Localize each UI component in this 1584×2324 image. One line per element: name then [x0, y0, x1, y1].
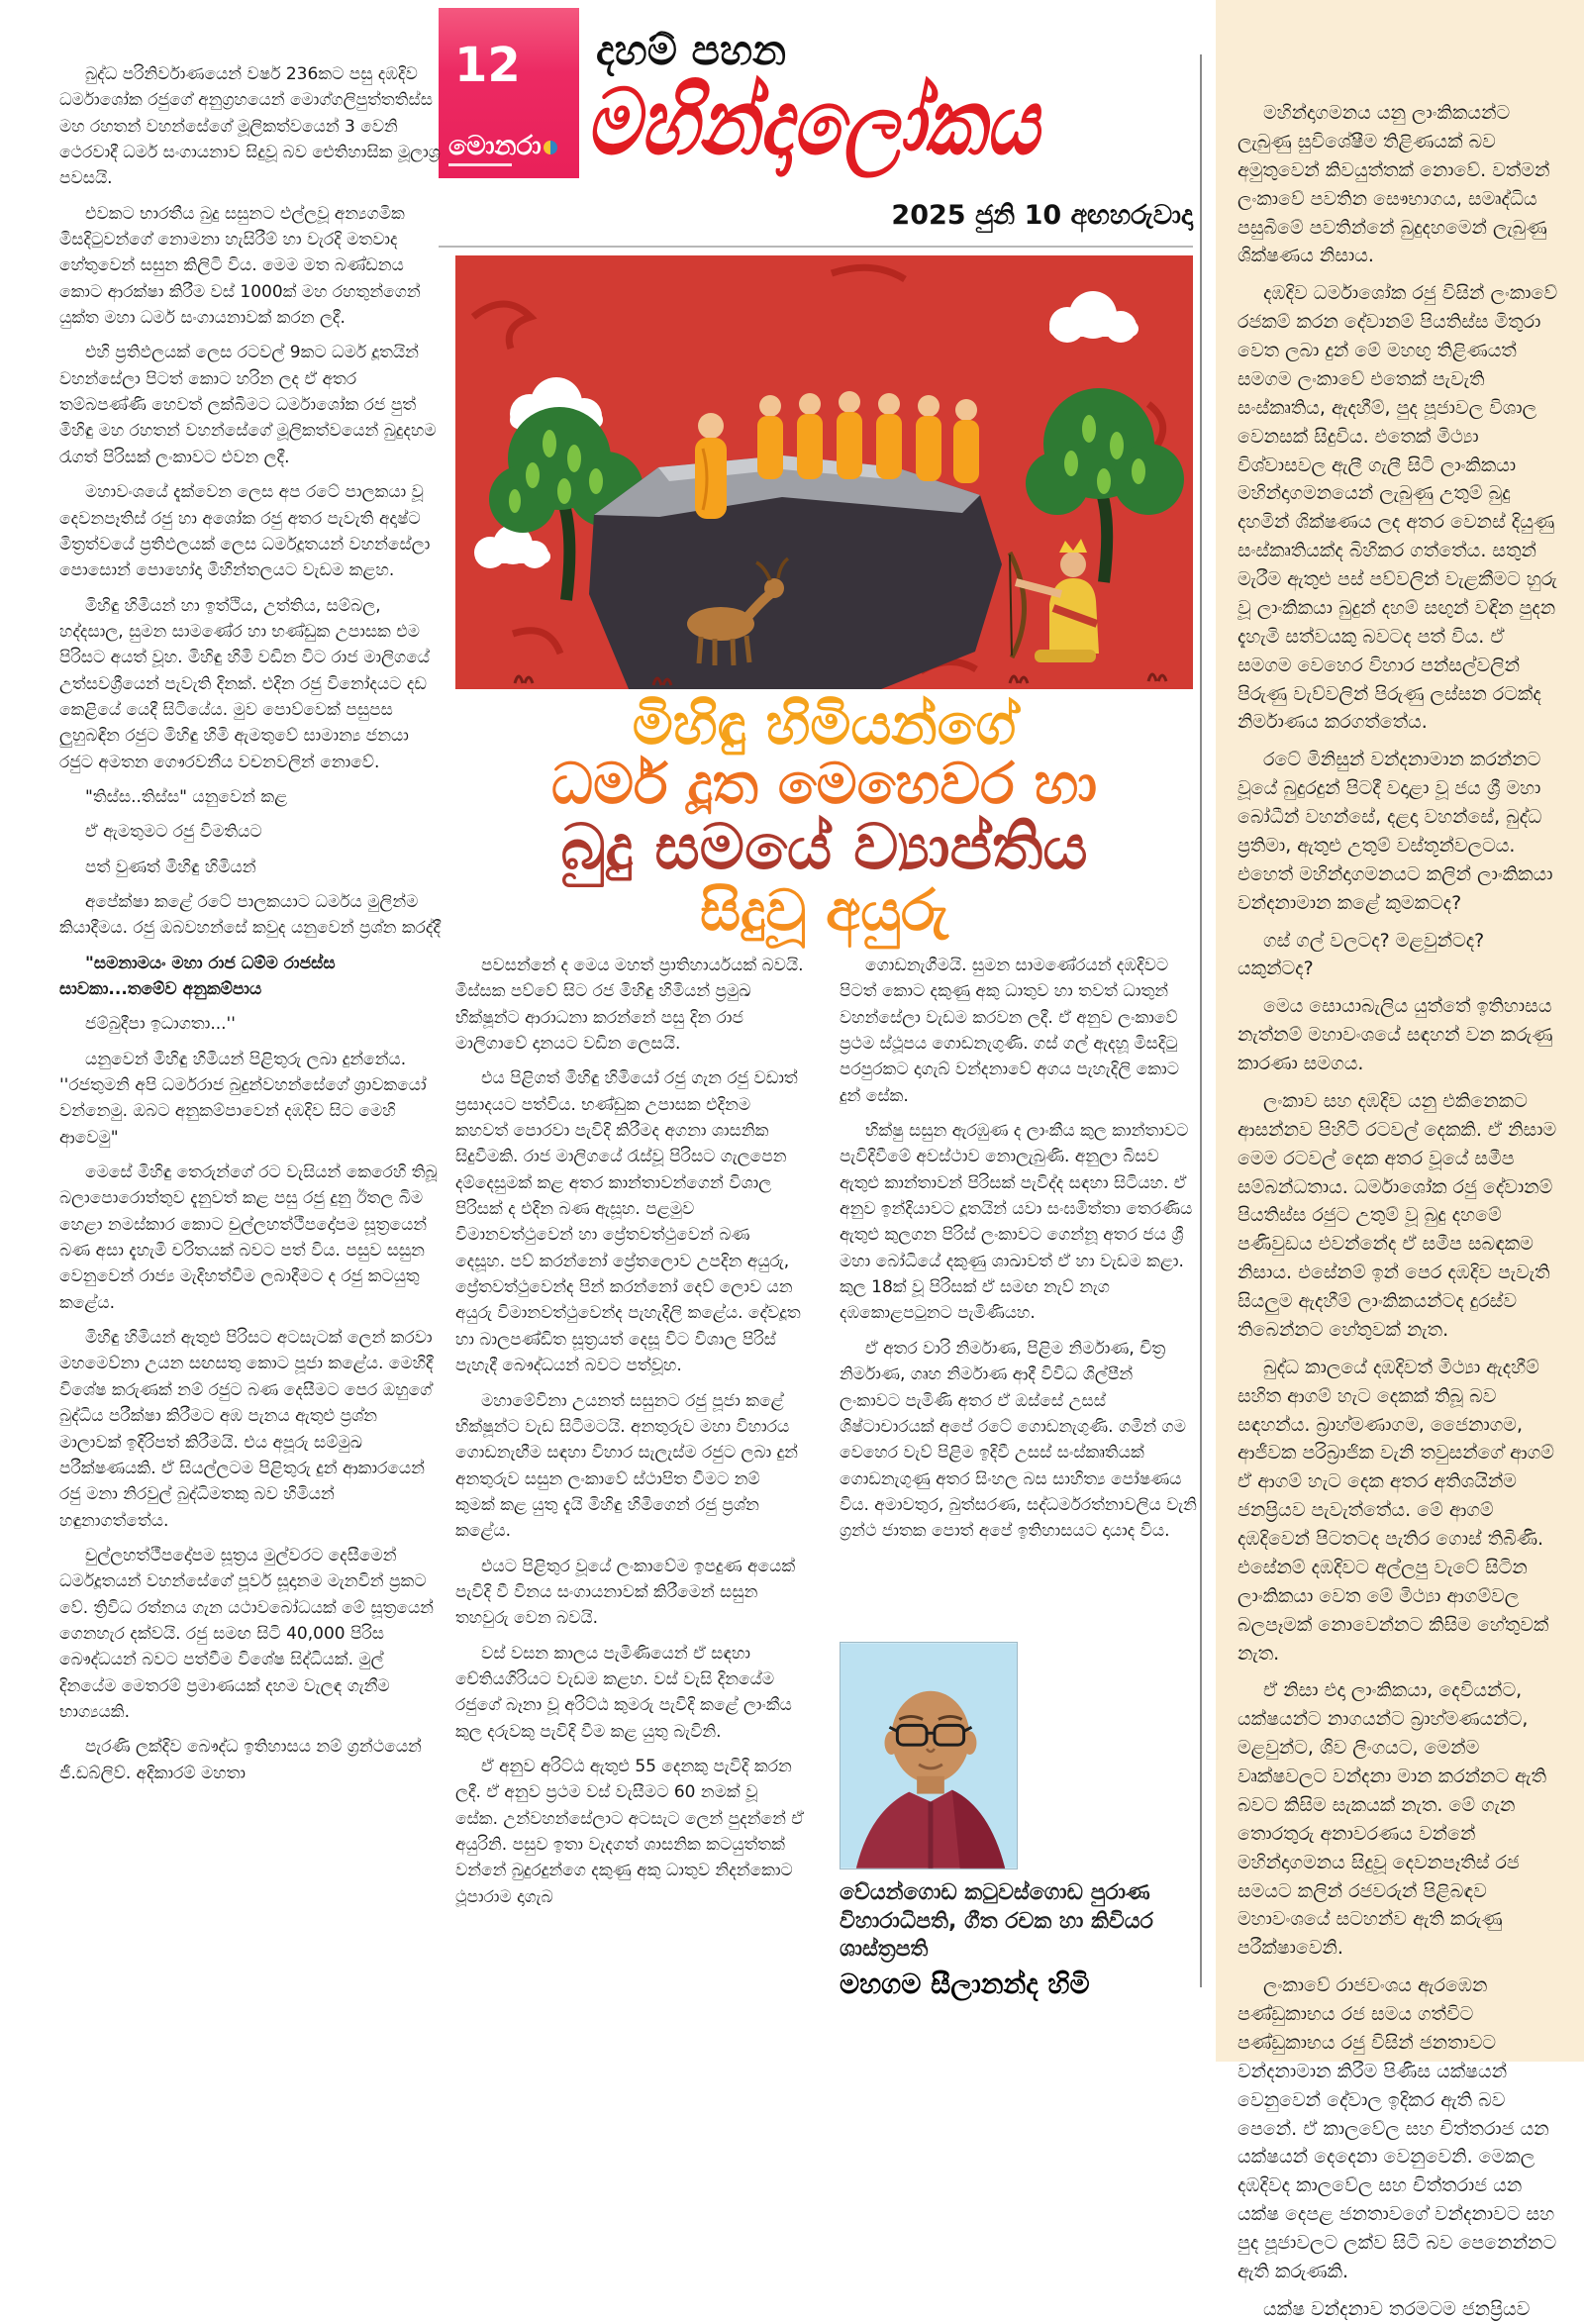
paragraph: පැරණි ලක්දිව බෞද්ධ ඉතිහාසය නම් ග්‍රන්ථයෙන් ජී.ඩබ්ලිව්. අදිකාරම් මහතා: [59, 1737, 422, 1783]
paragraph: එය පිළිගත් මිහිඳු හිමියෝ රජු ගැන රජු වඩාත් ප්‍රසාදයට පත්විය. භණ්ඩුක උපාසක එදිනම කහවත් පොරවා පැවිදි කිරීමද අගනා ශාසනික සිදුවීමකි. රාජ මාලිගයේ රැස්වූ පිරිසට ගැලපෙන දම්දෙසුමක් කළ අතර කාන්තාවන්ගෙන් විශාල පිරිසක් ද එදින බණ ඇසූහ. පළමුව විමානවත්ථුවෙන් හා ප්‍රේතවත්ථුවෙන් බණ දෙසූහ. පව් කරන්නෝ ප්‍රේතලොව උපදින අයුරු, ප්‍රේතවත්ථුවෙන්ද පින් කරන්නෝ දෙව් ලොව යන අයුරු විමානවත්ථුවෙන්ද පැහැදිලි කළේය. දේවදූත හා බාලපණ්ඩිත සූත්‍රයත් දෙසූ විට විශාල පිරිස් පැහැදී බෞද්ධයන් බවට පත්වූහ.: [455, 1068, 801, 1376]
header-rule: [439, 246, 1193, 248]
monk-icon: [876, 393, 902, 479]
paragraph: රටේ මිනිසුන් වන්දනාමාන කරන්නට වූයේ බුදුරදුන් පිටදී වදාළා වූ ජය ශ්‍රී මහා බෝධීන් වහන්සේ, දළදා වහන්සේ, බුද්ධ ප්‍රතිමා, ඇතුළු උතුම් වස්තූන්වලටය. එහෙත් මහින්දාගමනයට කලින් ලාංකිකයා වන්දනාමාන කළේ කුමකටද?: [1238, 749, 1553, 914]
paragraph: බුද්ධ පරිනිර්වාණයෙන් වර්ෂ 236කට පසු දඹදිව ධර්මාශෝක රජුගේ අනුග්‍රහයෙන් මොග්ගලිපුත්තතිස්ස මහ රහතන් වහන්සේගේ මූලිකත්වයෙන් 3 වෙනි ථෙරවාදී ධර්ම සංගායනාව සිදුවූ බව ඓතිහාසික මූලාශ්‍ර පවසයි.: [59, 64, 441, 189]
page-number: 12: [454, 38, 521, 93]
peacock-icon: [544, 141, 557, 154]
paragraph: ඒ නිසා එදා ලාංකිකයා, දෙවියන්ට, යක්ෂයන්ට නාගයන්ට බ්‍රාහ්මණයන්ට, මළවුන්ට, ශිව ලිංගයට, මෙන්ම වෘක්ෂවලට වන්දනා මාන කරන්නට ඇති බවට කිසිම සැකයක් නැත. මේ ගැන තොරතුරු අනාවරණය වන්නේ මහින්දාගමනය සිදුවූ දෙවනපෑතිස් රජ සමයට කලින් රජවරුන් පිළිබඳව මහාවංශයේ සටහන්ව ඇති කරුණු පරීක්ෂාවෙනි.: [1238, 1679, 1547, 1960]
middle-column-2: [840, 953, 1198, 1644]
headline-line: මිහිඳු හිමියන්ගේ: [632, 692, 1017, 758]
paragraph: මෙය සොයාබැලිය යුත්තේ ඉතිහාසය නැත්නම් මහාවංශයේ සඳහන් වන කරුණු කාරණා සමගය.: [1238, 995, 1553, 1074]
caption-text: වේයන්ගොඩ කටුවස්ගොඩ පුරාණ විහාරාධිපති, ගීත රචක හා කිවියර ශාස්ත්‍රපති: [840, 1880, 1153, 1963]
left-column: [59, 61, 442, 2017]
headline-line: බුදු සමයේ ව්‍යාප්තිය: [560, 810, 1088, 883]
paragraph: ලංකාවේ රාජවංශය ඇරඹෙන පණ්ඩුකාභය රජ සමය ගත්විට පණ්ඩුකාභය රජු විසින් ජනතාවට වන්දනාමාන කිරීම පිණිස යක්ෂයන් වෙනුවෙන් දේවාල ඉදිකර ඇති බව පෙනේ. ඒ කාලවේල සහ චිත්තරාජ යන යක්ෂයන් දෙදෙනා වෙනුවෙනි. මෙකල දඹදිවද කාලවේල සහ චිත්තරාජ යන යක්ෂ දෙපළ ජනතාවගේ වන්දනාවට සහ පුද පූජාවලට ලක්ව සිටි බව පෙනෙන්නට ඇති කරුණකි.: [1238, 1974, 1557, 2282]
monk-icon: [837, 391, 862, 479]
monk-photo: [840, 1642, 1018, 1869]
middle-column-1: [455, 953, 804, 2052]
paragraph: මහින්දාගමනය යනු ලාංකිකයන්ට ලැබුණු සුවිශේෂීම තිළිණයක් බව අමුතුවෙන් කිවයුත්තක් නොවේ. වත්මන් ලංකාවේ පවතින සෞභාගය, සමෘද්ධිය පසුබිමේ පවතින්නේ බුදුදහමෙන් ලැබුණු ශික්ෂණය නිසාය.: [1238, 102, 1550, 267]
paragraph: ගොඩනැගීමයි. සුමන සාමණේරයන් දඹදිවට පිටත් කොට දකුණු අකු ධාතුව හා තවත් ධාතුන් වහන්සේලා වැඩම කරවන ලදී. ඒ අනුව ලංකාවේ ප්‍රථම ස්ථූපය ගොඩනැගුණි. ගස් ගල් ඇදහූ මිසදිටු පරපුරකට දාගැබ් වන්දනාවේ අගය පැහැදිලි කොට දුන් සේක.: [840, 956, 1179, 1106]
paragraph: මහාමේවිනා උයනත් සසුනට රජු පූජා කළේ භික්ෂූන්ට වැඩ සිටීමටයි. අනතුරුව මහා විහාරය ගොඩනැඟීම සඳහා විහාර සැලැස්ම රජුට ලබා දුන් අනතුරුව සසුන ලංකාවේ ස්ථාපිත වීමට නම් කුමක් කළ යුතු දැයි මිහිඳු හිමිගෙන් රජු ප්‍රශ්න කළේය.: [455, 1390, 798, 1542]
monk-icon: [757, 395, 783, 479]
paragraph: ලංකාව සහ දඹදිව යනු එකිනෙකට ආසන්නව පිහිටි රටවල් දෙකකි. ඒ නිසාම මෙම රටවල් දෙක අතර වූයේ සමීප සම්බන්ධතාය. ධර්මාශෝක රජු දේවානම් පියතිස්ස රජුට උතුම් වූ බුදු දහමේ පණිවුඩය එවන්නේද ඒ සමීප සබඳකම නිසාය. එසේනම් ඉන් පෙර දඹදිව පැවැති සියලුම ඇදහීම් ලාංකිකයන්ටද දුරස්ව තිබෙන්නට හේතුවක් නැත.: [1238, 1089, 1557, 1341]
paragraph: ඒ ඇමතුමට රජු විමතියට: [85, 822, 262, 843]
monara-logo: [448, 133, 557, 166]
headline-line: ධර්ම දූත මෙහෙවර හා: [550, 752, 1098, 818]
monk-icon: [953, 399, 979, 483]
paragraph: එහි ප්‍රතිඵලයක් ලෙස රටවල් 9කට ධර්ම දූතයින් වහන්සේලා පිටත් කොට හරින ලද ඒ අතර තම්බපණ්ණි හෙවත් ලක්බිමට ධර්මාශෝක රජ පුත් මිහිඳු මහ රහතන් වහන්සේගේ මූලිකත්වයෙන් බුදුදහම රැගත් පිරිසක් ලංකාවට එවන ලදී.: [59, 343, 437, 467]
rock-icon: [589, 455, 1002, 689]
paragraph: පත් වුණත් මිහිඳු හිමියන්: [85, 857, 256, 877]
caption-name: මහගම සීලානන්ද හිමි: [840, 1967, 1090, 2000]
paragraph: ඒ අතර වාරි නිර්මාණ, පිළිම නිර්මාණ, චිත්‍ර නිර්මාණ, ගෘහ නිර්මාණ ආදී විවිධ ශිල්පීන් ලංකාවට පැමිණි අතර ඒ ඔස්සේ උසස් ශිෂ්ටාචාරයක් අපේ රටේ ගොඩනැගුණි. ගමින් ගම වෙහෙර වැව් පිළිම ඉදිවී උසස් සංස්කෘතියක් ගොඩනැගුණු අතර සිංහල බස සාහිත්‍ය පෝෂණය විය. අමාවතුර, බුත්සරණ, සද්ධර්මරත්නාවලිය වැනි ග්‍රන්ථ ජාතක පොත් අපේ ඉතිහාසයට දායාද විය.: [840, 1338, 1197, 1542]
section-title: දහම් පහන: [596, 26, 787, 74]
page-number-box: [439, 8, 579, 178]
paragraph: එවකට භාරතීය බුදු සසුනට එල්ලවූ අන්‍යගමික මිසදිටුවන්ගේ නොමනා හැසිරීම් හා වැරදි මතවාද හේතුවෙන් සසුන කිලිටි විය. මෙම මත බණ්ඩනය කොට ආරක්ෂා කිරීම වස් 1000ක් මහ රහතුන්ගෙන් යුක්ත මහා ධර්ම සංගායනාවක් කරන ලදී.: [59, 203, 421, 329]
logo-tagline-rule: [448, 163, 512, 166]
paragraph: මහාවංශයේ දැක්වෙන ලෙස අප රටේ පාලකයා වූ දෙවනපෑතිස් රජු හා අශෝක රජු අතර පැවැති අදෘෂ්ට මිත්‍රත්වයේ ප්‍රතිඵලයක් ලෙස ධර්මදූතයන් වහන්සේලා පොසොන් පොහෝදා මිහින්තලයට වැඩම කළහ.: [59, 482, 431, 581]
monk-icon: [797, 393, 823, 479]
monara-logo-text: මොනරා: [448, 131, 542, 161]
paragraph: "සමනාමයං මහා රාජ ධම්ම රාජස්ස සාවකා...තමේව අනුකම්පාය: [59, 953, 336, 999]
paragraph: පවසන්නේ ද මෙය මහත් ප්‍රාතිහාර්යයක් බවයි. මිස්සක පව්වේ සිට රජ මිහිඳු හිමියන් ප්‍රමුඛ භික්ෂූන්ට ආරාධනා කරන්නේ පසු දින රාජ මාලිගාවේ දානයට වඩින ලෙසයි.: [455, 956, 804, 1055]
paragraph: ගස් ගල් වලටද? මළවුන්ටද? යකුන්ටද?: [1238, 929, 1485, 980]
paragraph: චුල්ලහත්ථීපදෝපම සූත්‍රය මුල්වරට දෙසීමෙන් ධර්මදූතයන් වහන්සේගේ පූර්ව සූදානම මැනවින් ප්‍රකට වේ. ත්‍රිවිධ රත්නය ගැන යථාවබෝධයක් මේ සූත්‍රයෙන් ගෙනහැර දක්වයි. රජු සමඟ සිටි 40,000 පිරිස බෞද්ධයන් බවට පත්වීම විශේෂ සිද්ධියක්. මුල් දිනයේම මෙතරම් ප්‍රමාණයක් දහම වැලඳ ගැනීම භාග්‍යයකි.: [59, 1545, 434, 1722]
paragraph: යනුවෙන් මිහිඳු හිමියන් පිළිතුරු ලබා දුන්නේය. ''රජතුමනි අපි ධර්මරාජ බුදුන්වහන්සේගේ ශ්‍රාවකයෝ වන්නෙමු. ඔබට අනුකම්පාවෙන් දඹදිව සිට මෙහි ආවෙමු": [59, 1049, 427, 1148]
paragraph: ඒ අනුව අරිට්ඨ ඇතුළු 55 දෙනකු පැවිදි කරන ලදී. ඒ අනුව ප්‍රථම වස් වැසීමට 60 නමක් වූ සේක. උන්වහන්සේලාට අටසැට ලෙන් පුදන්නේ ඒ අයුරිනි. පසුව ඉතා වැදගත් ශාසනික කටයුත්තක් වන්නේ බුදුරදුන්ගෙ දකුණු අකු ධාතුව නිදන්කොට ථූපාරාම දාගැබ: [455, 1756, 804, 1907]
paragraph: ජම්බුදීපා ඉධාගතා...'': [85, 1014, 236, 1035]
masthead-title: මහින්දාලෝකය: [586, 69, 1040, 175]
headline-line: සිදුවූ අයුරු: [700, 877, 948, 944]
paragraph: "තිස්ස..තිස්ස" යනුවෙන් කළ: [85, 786, 288, 807]
paragraph: දඹදිව ධර්මාශෝක රජු විසින් ලංකාවේ රජකම් කරන දේවානම් පියතිස්ස මිතුරා වෙත ලබා දුන් මේ මහඟු තිළිණයත් සමගම ලංකාවේ එතෙක් පැවැති සංස්කෘතිය, ඇදහීම්, පුද පූජාවල විශාල වෙනසක් සිදුවිය. එතෙක් මිථ්‍යා විශ්වාසවල ඇලී ගැලී සිටි ලාංකිකයා මහින්දාගමනයෙන් ලැබුණු උතුම් බුදු දහමින් ශික්ෂණය ලද අතර වෙනස් දියුණු සංස්කෘතියක්ද බිහිකර ගත්තේය. සතුන් මැරීම ඇතුළු පස් පව්වලින් වැළකීමට හුරු වූ ලාංකිකයා බුදුන් දහම් සඟුන් වඳින පුදන දැහැමි සත්වයකු බවටද පත් විය. ඒ සමගම වෙහෙර විහාර පන්සල්වලින් පිරුණු වැව්වලින් පිරුණු ලස්සන රටක්ද නිර්මාණය කරගත්තේය.: [1238, 282, 1558, 734]
lead-monk-icon: [695, 413, 727, 519]
date-line: 2025 ජුනි 10 අඟහරුවාදා: [891, 200, 1193, 231]
paragraph: මිහිඳු හිමියන් ඇතුළු පිරිසට අටසැටක් ලෙන් කරවා මහමෙව්නා උයන සඟසතු කොට පූජා කළේය. මෙහිදී විශේෂ කරුණක් නම් රජුට බණ දෙසීමට පෙර ඔහුගේ බුද්ධිය පරීක්ෂා කිරීමට අඹ පැනය ඇතුළු ප්‍රශ්න මාලාවක් ඉදිරිපත් කිරීමයි. එය අපූරු සම්මුඛ පරීක්ෂණයකි. ඒ සියල්ලටම පිළිතුරු දුන් ආකාරයෙන් රජු මනා නිරවුල් බුද්ධිමතකු බව හිමියන් හඳුනාගත්තේය.: [59, 1328, 434, 1531]
paragraph: එයට පිළිතුර වූයේ ලංකාවේම ඉපදුණ අයෙක් පැවිදි වී විනය සංගායනාවක් කිරීමෙන් සසුන තහවුරු වෙන බවයි.: [455, 1556, 796, 1629]
article-headline: [455, 692, 1193, 944]
paragraph: අපේක්ෂා කළේ රටේ පාලකයාට ධර්මය මුලින්ම කියාදීමය. රජු ඔබවහන්සේ කවුද යනුවෙන් ප්‍රශ්න කරද්දී: [59, 891, 442, 939]
paragraph: මෙසේ මිහිඳු තෙරුන්ගේ රට වැසියන් කෙරෙහි තිබූ බලාපොරොත්තුව දැනුවත් කළ පසු රජු දුනු ඊතල බිම හෙළා නමස්කාර කොට චුල්ලහත්ථීපදෝපම සූත්‍රයෙන් බණ අසා දැහැමි චරිතයක් බවට පත් විය. පසුව සසුන වෙනුවෙන් රාජ්‍ය මැදිහත්වීම ලබාදීමට ද රජු කටයුතු කළේය.: [59, 1162, 438, 1313]
paragraph: යක්ෂ වන්දනාව තරමටම ජනප්‍රියව: [1263, 2297, 1531, 2320]
paragraph: භික්ෂු සසුන ඇරඹුණ ද ලාංකීය කුල කාන්තාවට පැවිදිවීමේ අවස්ථාව නොලැබුණි. අනුලා බිසව ඇතුළු කාන්තාවන් පිරිසක් පැවිද්ද සඳහා සිටියහ. ඒ අනුව ඉන්දියාවට දූතයින් යවා සංඝමිත්තා තෙරණිය ඇතුළු කුලගන පිරිස් ලංකාවට ගෙන්නූ අතර ජය ශ්‍රී මහා බෝධියේ දකුණු ශාඛාවත් ඒ හා වැඩම කළා. කුල 18ක් වූ පිරිසක් ඒ සමඟ නැව් නැග දඹකොළපටුනට පැමිණියහ.: [840, 1121, 1193, 1324]
paragraph: වස් වසන කාලය පැමිණියෙන් ඒ සඳහා චේතියගිරියට වැඩම කළහ. වස් වැසි දිනයේම රජුගේ බෑනා වූ අරිට්ඨ කුමරු පැවිදි කළේ ලාංකීය කුල දරුවකු පැවිදි වීම කළ යුතු බැවිනි.: [455, 1643, 792, 1742]
column-divider: [1200, 54, 1202, 1987]
paragraph: බුද්ධ කාලයේ දඹදිවත් මිථ්‍යා ඇදහීම් සහිත ආගම් හැට දෙකක් තිබූ බව සඳහන්ය. බ්‍රාහ්මණාගම, ජෛනාගම, ආජීවක පරිබ්‍රාජික වැනි තවුසන්ගේ ආගම් ඒ ආගම් හැට දෙක අතර අතිශයින්ම ජනප්‍රියව පැවැත්තේය. මේ ආගම් දඹදිවෙන් පිටතටද පැතිර ගොස් තිබිණි. එසේනම් දඹදිවට අල්ලපු වැටේ සිටින ලාංකිකයා වෙත මේ මිථ්‍යා ආගම්වල බලපෑමක් නොවෙන්නට කිසිම හේතුවක් නැත.: [1238, 1356, 1554, 1665]
photo-caption: [840, 1879, 1176, 2000]
right-column: [1238, 99, 1560, 2320]
monk-icon: [916, 395, 941, 481]
paragraph: මිහිඳු හිමියන් හා ඉත්ථිය, උත්තිය, සම්බල, හද්දසාල, සුමන සාමණේර හා භණ්ඩුක උපාසක එම පිරිසට අයත් වූහ. මිහිඳු හිමි වඩින විට රාජ මාලිගයේ උත්සවශ්‍රීයෙන් පැවැති දිනක්. එදින රජු විනෝදයට දඩ කෙළියේ යෙදී සිටියේය. මුව පොව්වෙක් පසුපස ලුහුබඳින රජුට මිහිඳු හිමි ඇමතුවේ සාමාන්‍ය ජනයා රජුට අමතන ගෞරවනීය වචනවලින් නොවේ.: [59, 595, 431, 772]
mihintale-illustration: [455, 255, 1193, 689]
